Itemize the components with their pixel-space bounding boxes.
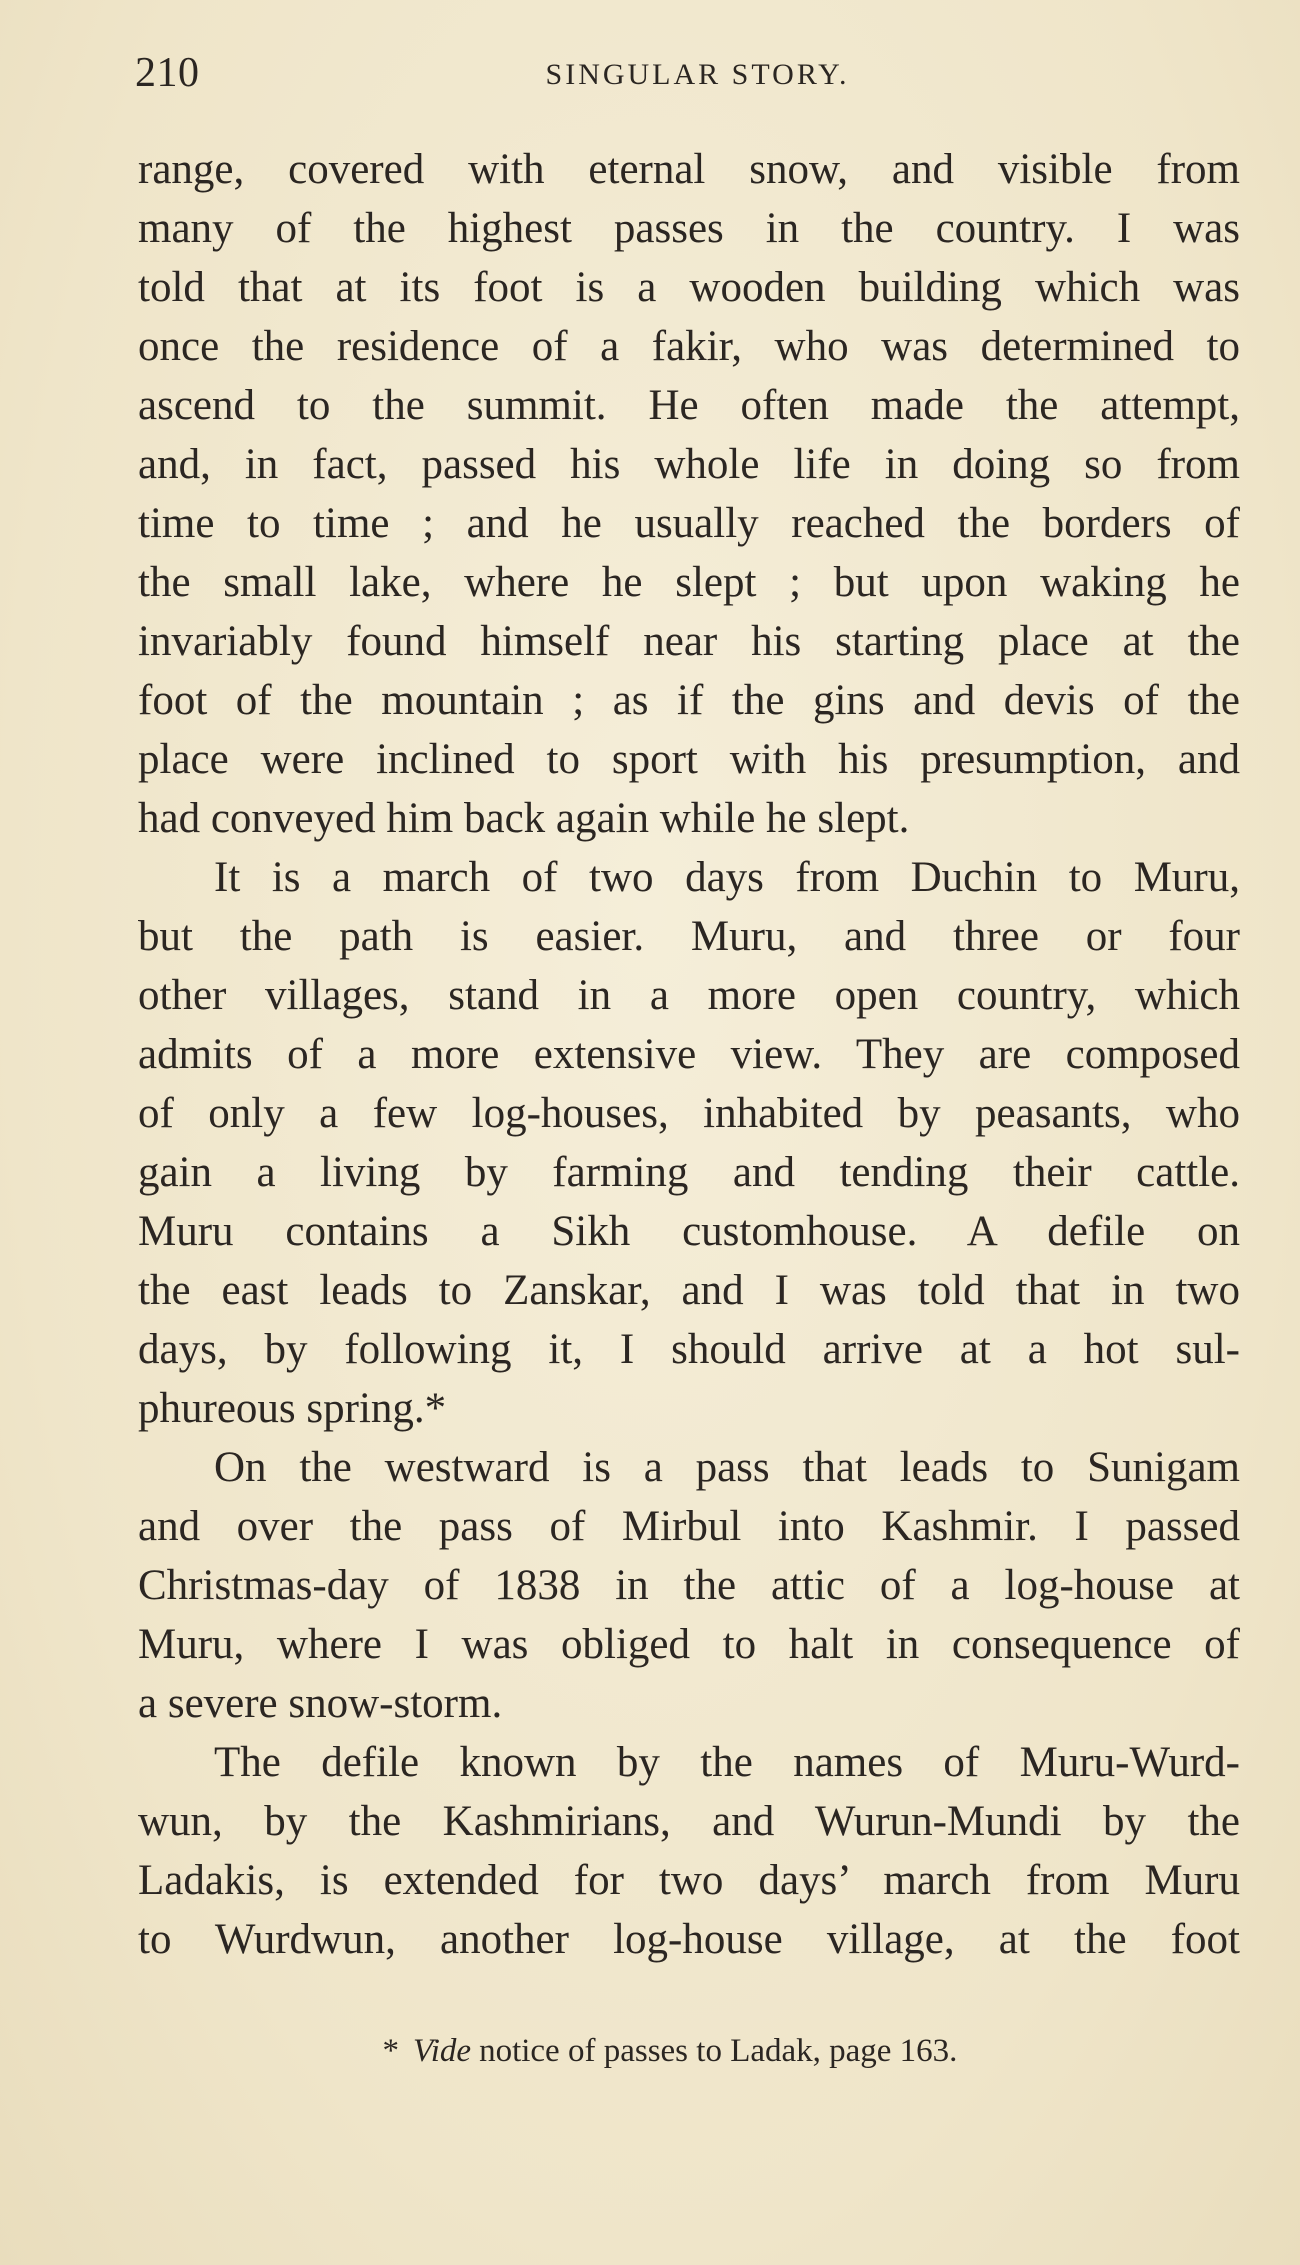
text-line: days, by following it, I should arrive at a hot sul- — [138, 1326, 1240, 1373]
text-line: of only a few log-houses, inhabited by peasants, who — [138, 1090, 1240, 1137]
text-line: to Wurdwun, another log-house village, at the foot — [138, 1916, 1240, 1963]
text-line: told that at its foot is a wooden building which was — [138, 264, 1240, 311]
text-line: and, in fact, passed his whole life in doing so from — [138, 441, 1240, 488]
text-line: gain a living by farming and tending their cattle. — [138, 1149, 1240, 1196]
text-line: a severe snow-storm. — [138, 1680, 503, 1727]
text-line: Muru contains a Sikh customhouse. A defile on — [138, 1208, 1240, 1255]
running-title: SINGULAR STORY. — [545, 58, 850, 91]
text-line: Muru, where I was obliged to halt in consequence of — [138, 1621, 1240, 1668]
text-line: place were inclined to sport with his presumption, and — [138, 736, 1240, 783]
text-line: phureous spring.* — [138, 1385, 447, 1432]
text-line: had conveyed him back again while he slept. — [138, 795, 910, 842]
text-line: once the residence of a fakir, who was determined to — [138, 323, 1240, 370]
running-head — [135, 48, 1240, 98]
text-line: and over the pass of Mirbul into Kashmir. I passed — [138, 1503, 1240, 1550]
text-line: range, covered with eternal snow, and visible from — [138, 146, 1240, 193]
text-line: The defile known by the names of Muru-Wurd- — [214, 1739, 1240, 1786]
page-number: 210 — [135, 50, 200, 96]
footnote-text: notice of passes to Ladak, page 163. — [479, 2033, 958, 2069]
text-line: It is a march of two days from Duchin to Muru, — [214, 854, 1240, 901]
text-line: invariably found himself near his starting place at the — [138, 618, 1240, 665]
footnote-marker: * — [382, 2033, 400, 2069]
text-line: Ladakis, is extended for two days’ march from Muru — [138, 1857, 1240, 1904]
text-line: On the westward is a pass that leads to Sunigam — [214, 1444, 1240, 1491]
body-text — [138, 140, 1240, 1969]
footnote-vide: Vide — [413, 2033, 472, 2069]
text-line: admits of a more extensive view. They are composed — [138, 1031, 1240, 1078]
text-line: Christmas-day of 1838 in the attic of a log-house at — [138, 1562, 1240, 1609]
text-line: many of the highest passes in the country. I was — [138, 205, 1240, 252]
footnote — [0, 2028, 1300, 2074]
text-line: time to time ; and he usually reached the borders of — [138, 500, 1240, 547]
text-line: ascend to the summit. He often made the attempt, — [138, 382, 1240, 429]
text-line: foot of the mountain ; as if the gins and devis of the — [138, 677, 1240, 724]
text-line: but the path is easier. Muru, and three or four — [138, 913, 1240, 960]
text-line: the east leads to Zanskar, and I was told that in two — [138, 1267, 1240, 1314]
text-line: wun, by the Kashmirians, and Wurun-Mundi by the — [138, 1798, 1240, 1845]
text-line: the small lake, where he slept ; but upon waking he — [138, 559, 1240, 606]
text-line: other villages, stand in a more open country, which — [138, 972, 1240, 1019]
